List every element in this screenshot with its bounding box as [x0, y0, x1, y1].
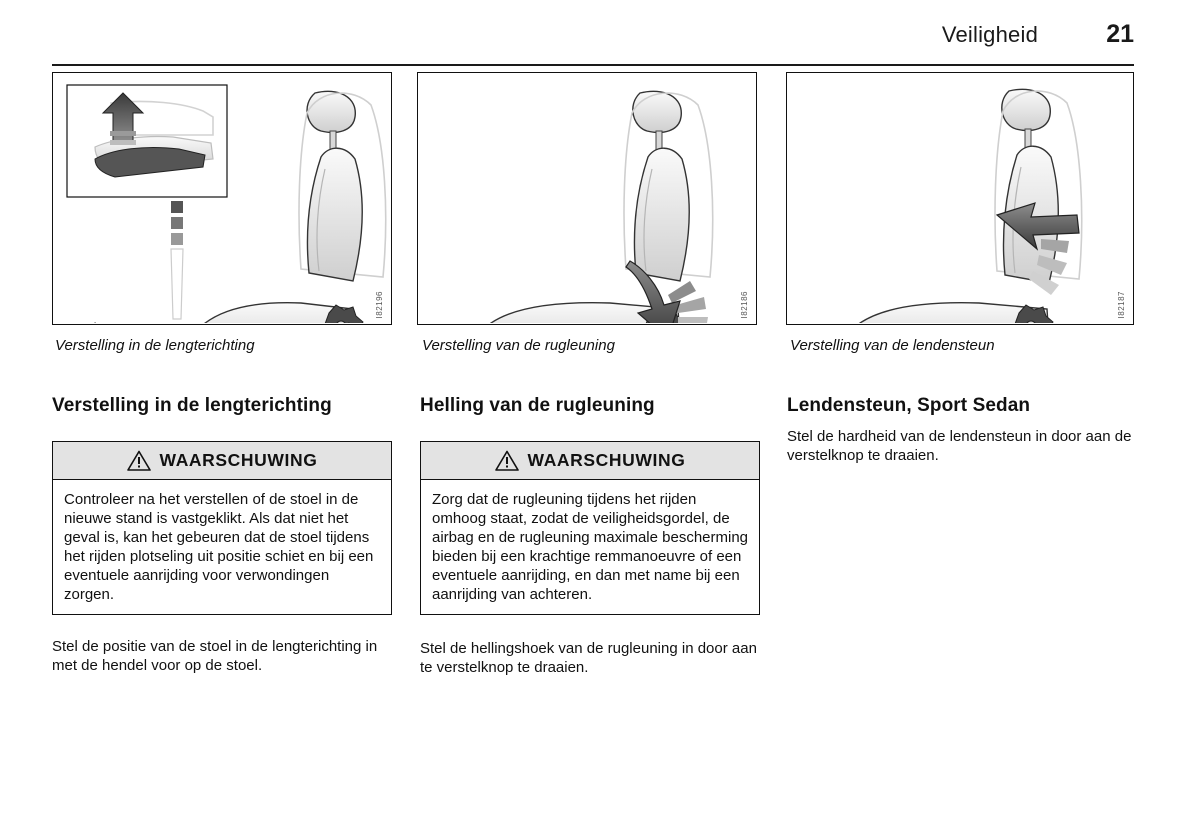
seat-backrest-illustration	[418, 73, 755, 323]
warning-body-2	[421, 480, 759, 614]
figure-seat-backrest-adjustment	[417, 72, 757, 325]
warning-triangle-icon	[127, 450, 151, 471]
section-heading-2: Helling van de rugleuning	[420, 395, 655, 416]
figure-seat-longitudinal-adjustment	[52, 72, 392, 325]
inset-detail	[67, 85, 227, 197]
figure-code: I82187	[1117, 290, 1126, 318]
figure-caption-3: Verstelling van de lendensteun	[790, 337, 995, 354]
page-title: Veiligheid	[941, 22, 1038, 47]
page-number: 21	[1106, 20, 1134, 48]
section-body-2: Stel de hellingshoek van de rugleuning in door aan te verstelknop te draaien.	[420, 640, 757, 677]
figure-caption-1: Verstelling in de lengterichting	[55, 337, 255, 354]
page-header	[52, 22, 1134, 64]
section-heading-3: Lendensteun, Sport Sedan	[787, 395, 1031, 416]
warning-text-2: Zorg dat de rugleuning tijdens het rijden omhoog staat, zodat de veiligheidsgordel, de airbag en de rugleuning maximale bescherming bieden bij een krachtige remmanoeuvre of een eventuele aanrijding, en dan met name bij een aanrijding van achteren.	[432, 491, 749, 604]
section-heading-1: Verstelling in de lengterichting	[52, 395, 332, 416]
section-body-3: Stel de hardheid van de lendensteun in door aan de verstelknop te draaien.	[787, 428, 1132, 465]
warning-triangle-icon	[495, 450, 519, 471]
warning-box-2	[420, 441, 760, 615]
seat-backrest	[308, 148, 363, 281]
lever-indicator	[171, 201, 183, 319]
figure-caption-2: Verstelling van de rugleuning	[422, 337, 615, 354]
figure-code: I82186	[740, 290, 749, 318]
warning-box-header	[421, 442, 759, 480]
seat-backrest	[635, 148, 690, 281]
figure-seat-lumbar-adjustment	[786, 72, 1134, 325]
seat-longitudinal-illustration	[53, 73, 390, 323]
warning-title-2: WAARSCHUWING	[527, 450, 686, 470]
warning-title-1: WAARSCHUWING	[159, 450, 318, 470]
section-body-1: Stel de positie van de stoel in de lengterichting in met de hendel voor op de stoel.	[52, 638, 378, 675]
column-longitudinal-adjustment	[52, 395, 392, 675]
warning-body-1	[53, 480, 391, 614]
warning-box-header	[53, 442, 391, 480]
figure-code: I82196	[375, 290, 384, 318]
seat-lumbar-illustration	[787, 73, 1132, 323]
column-backrest-incline	[420, 395, 760, 677]
warning-text-1: Controleer na het verstellen of de stoel in de nieuwe stand is vastgeklikt. Als dat niet het geval is, kan het gebeuren dat de stoel tijdens het rijden plotseling uit positie schiet en bij een eventuele aanrijding voor verwondingen zorgen.	[64, 491, 374, 604]
column-lumbar-support	[787, 395, 1137, 465]
header-divider	[52, 64, 1134, 66]
warning-box-1	[52, 441, 392, 615]
